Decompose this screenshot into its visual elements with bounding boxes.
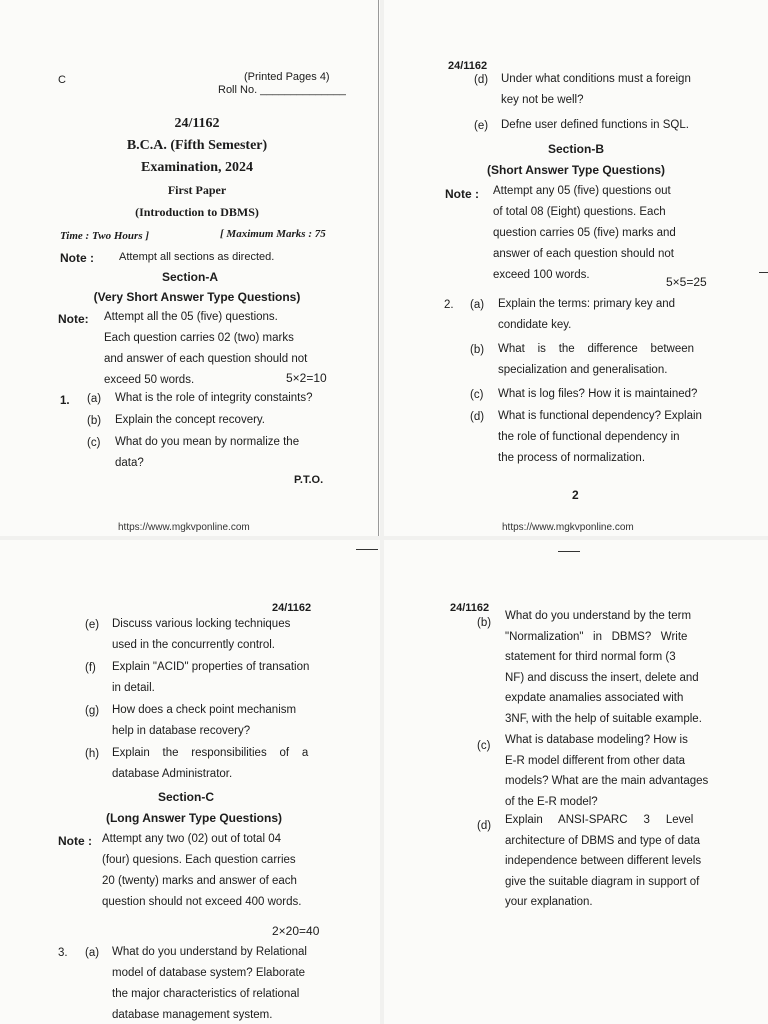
question-text: Explain the responsibilities of a database Administrator. — [112, 747, 309, 780]
printed-pages: (Printed Pages 4) — [244, 71, 330, 83]
question-text: Explain ANSI-SPARC 3 Level architecture of DBMS and type of data independence between different levels give the suitable diagram in support of your explanation. — [505, 814, 702, 909]
paper-title: First Paper — [167, 183, 227, 197]
paper-code: 24/1162 — [448, 60, 488, 72]
scan-mark — [356, 549, 378, 550]
exam-page-2 — [384, 0, 768, 536]
course-title: B.C.A. (Fifth Semester) — [126, 138, 268, 153]
question-label: (c) — [477, 740, 491, 752]
section-a-title: Section-A — [161, 270, 218, 284]
paper-code: 24/1162 — [174, 116, 220, 131]
question-text: Discuss various locking techniques used in the concurrently control. — [112, 618, 291, 651]
question-label: (c) — [87, 437, 101, 449]
question-text: How does a check point mechanism help in database recovery? — [112, 704, 297, 737]
exam-page-4 — [384, 540, 768, 1024]
paper-code: 24/1162 — [450, 602, 490, 614]
exam-title: Examination, 2024 — [140, 160, 253, 175]
note-label: Note : — [60, 251, 94, 265]
question-text: What do you understand by the term "Normalization" in DBMS? Write statement for third normal form (3 NF) and discuss the insert, delete and expdate anamalies associated with 3NF, with the help of suitable example. — [505, 610, 702, 725]
please-turn-over: P.T.O. — [294, 474, 324, 486]
question-label: (d) — [470, 411, 485, 423]
corner-letter: C — [58, 74, 66, 86]
section-c-subtitle: (Long Answer Type Questions) — [105, 811, 282, 825]
section-a-note: Attempt all the 05 (five) questions. Each question carries 02 (two) marks and answer of each question should not exceed 50 words. — [104, 311, 308, 386]
question-label: (e) — [85, 619, 100, 631]
question-text: What is log files? How it is maintained? — [498, 388, 698, 400]
section-b-subtitle: (Short Answer Type Questions) — [486, 163, 666, 177]
question-text: What is database modeling? How is E-R model different from other data models? What are the main advantages of the E-R model? — [505, 734, 709, 808]
question-label: (b) — [470, 344, 485, 356]
question-label: (f) — [85, 662, 96, 674]
exam-page-3 — [0, 540, 380, 1024]
time-allowed: Time : Two Hours ] — [60, 230, 150, 242]
question-number: 2. — [444, 299, 454, 311]
section-a-subtitle: (Very Short Answer Type Questions) — [93, 290, 301, 304]
section-a-marks: 5×2=10 — [286, 371, 327, 385]
section-c-marks: 2×20=40 — [272, 924, 320, 938]
question-label: (a) — [85, 947, 100, 959]
question-text: Under what conditions must a foreign key not be well? — [501, 73, 691, 106]
section-c-note: Attempt any two (02) out of total 04 (four) quesions. Each question carries 20 (twenty) marks and answer of each question should not exceed 400 words. — [102, 833, 302, 908]
question-label: (g) — [85, 705, 100, 717]
question-label: (d) — [477, 820, 492, 832]
section-b-title: Section-B — [547, 142, 604, 156]
section-b-marks: 5×5=25 — [666, 275, 707, 289]
page-number: 2 — [572, 488, 579, 502]
question-text: What is the difference between specialization and generalisation. — [498, 343, 695, 376]
question-label: (c) — [470, 389, 484, 401]
section-c-title: Section-C — [157, 790, 214, 804]
question-label: (b) — [477, 617, 492, 629]
scan-mark — [558, 551, 580, 552]
question-text: What do you understand by Relational model of database system? Elaborate the major characteristics of relational database management system. — [112, 946, 307, 1021]
question-text: What is the role of integrity constaints? — [115, 392, 313, 404]
page-edge — [378, 0, 379, 536]
question-label: (a) — [470, 299, 485, 311]
section-b-note: Attempt any 05 (five) questions out of total 08 (Eight) questions. Each question carries 05 (five) marks and answer of each question should not exceed 100 words. — [493, 185, 676, 281]
question-label: (a) — [87, 393, 102, 405]
question-number: 1. — [60, 395, 70, 407]
question-text: Explain "ACID" properties of transation in detail. — [112, 661, 310, 694]
footer-url: https://www.mgkvponline.com — [118, 522, 250, 533]
question-text: Explain the terms: primary key and condidate key. — [498, 298, 676, 331]
question-text: Explain the concept recovery. — [115, 414, 266, 426]
section-b-note-label: Note : — [445, 187, 479, 201]
question-label: (e) — [474, 120, 489, 132]
question-number: 3. — [58, 947, 68, 959]
maximum-marks: [ Maximum Marks : 75 — [220, 228, 326, 240]
question-text: Defne user defined functions in SQL. — [501, 119, 689, 131]
exam-page-1 — [0, 0, 380, 536]
scan-mark — [759, 272, 768, 273]
note-text: Attempt all sections as directed. — [119, 251, 275, 263]
footer-url: https://www.mgkvponline.com — [502, 522, 634, 533]
paper-code: 24/1162 — [272, 602, 312, 614]
question-text: What is functional dependency? Explain the role of functional dependency in the process of normalization. — [498, 410, 702, 464]
section-a-note-label: Note: — [58, 312, 89, 326]
question-label: (b) — [87, 415, 102, 427]
subject-title: (Introduction to DBMS) — [135, 205, 259, 219]
roll-number: Roll No. ______________ — [218, 84, 346, 96]
question-label: (h) — [85, 748, 100, 760]
question-label: (d) — [474, 74, 489, 86]
section-c-note-label: Note : — [58, 834, 92, 848]
question-text: What do you mean by normalize the data? — [115, 436, 300, 469]
